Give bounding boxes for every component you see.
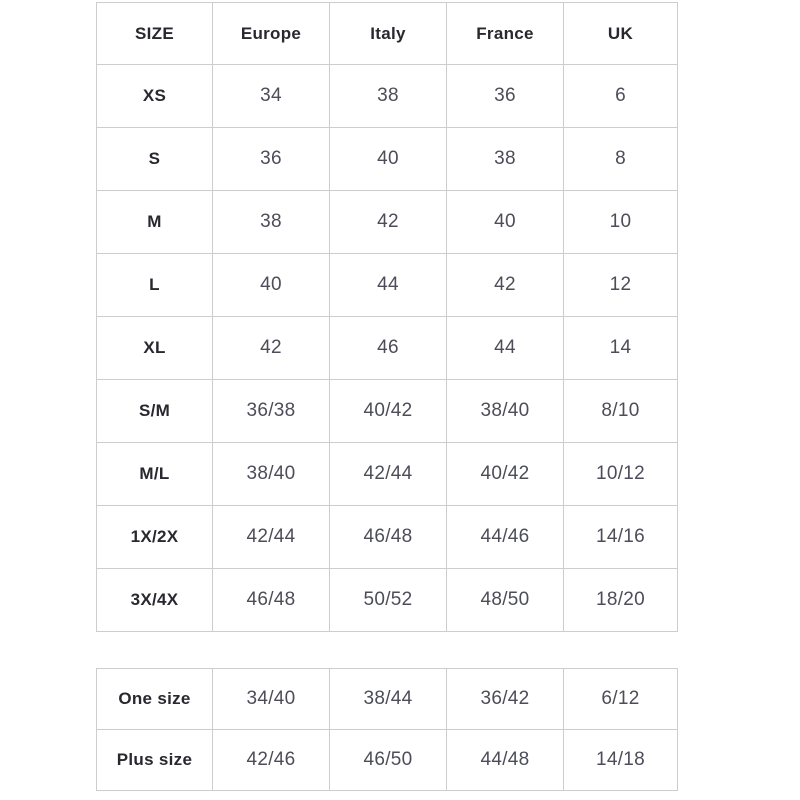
table-row-s [97,128,678,191]
cell-sm-uk: 8/10 [564,380,678,443]
cell-xl-france: 44 [447,317,564,380]
cell-1x2x-europe: 42/44 [213,506,330,569]
table-row-one-size [97,669,678,730]
cell-xl-italy: 46 [330,317,447,380]
cell-ml-france: 40/42 [447,443,564,506]
cell-l-italy: 44 [330,254,447,317]
row-label-ml: M/L [97,443,213,506]
cell-ml-italy: 42/44 [330,443,447,506]
table-row-ml [97,443,678,506]
row-label-plus-size: Plus size [97,730,213,791]
row-label-s: S [97,128,213,191]
special-size-table [96,668,678,791]
column-header-uk: UK [564,3,678,65]
cell-ml-europe: 38/40 [213,443,330,506]
cell-sm-france: 38/40 [447,380,564,443]
cell-xl-uk: 14 [564,317,678,380]
cell-m-uk: 10 [564,191,678,254]
cell-xs-france: 36 [447,65,564,128]
cell-plus-size-uk: 14/18 [564,730,678,791]
cell-one-size-europe: 34/40 [213,669,330,730]
table-row-l [97,254,678,317]
table-header-row [97,3,678,65]
cell-xl-europe: 42 [213,317,330,380]
table-row-1x2x [97,506,678,569]
cell-m-france: 40 [447,191,564,254]
cell-xs-italy: 38 [330,65,447,128]
cell-s-uk: 8 [564,128,678,191]
size-conversion-table [96,2,678,632]
cell-one-size-france: 36/42 [447,669,564,730]
cell-xs-europe: 34 [213,65,330,128]
cell-plus-size-italy: 46/50 [330,730,447,791]
cell-3x4x-italy: 50/52 [330,569,447,632]
row-label-1x2x: 1X/2X [97,506,213,569]
row-label-one-size: One size [97,669,213,730]
cell-sm-europe: 36/38 [213,380,330,443]
cell-one-size-italy: 38/44 [330,669,447,730]
cell-xs-uk: 6 [564,65,678,128]
column-header-italy: Italy [330,3,447,65]
cell-1x2x-france: 44/46 [447,506,564,569]
column-header-size: SIZE [97,3,213,65]
cell-s-italy: 40 [330,128,447,191]
column-header-france: France [447,3,564,65]
cell-ml-uk: 10/12 [564,443,678,506]
cell-1x2x-italy: 46/48 [330,506,447,569]
cell-plus-size-europe: 42/46 [213,730,330,791]
cell-l-europe: 40 [213,254,330,317]
row-label-sm: S/M [97,380,213,443]
row-label-3x4x: 3X/4X [97,569,213,632]
table-row-xl [97,317,678,380]
cell-m-europe: 38 [213,191,330,254]
cell-3x4x-france: 48/50 [447,569,564,632]
cell-plus-size-france: 44/48 [447,730,564,791]
row-label-m: M [97,191,213,254]
cell-3x4x-uk: 18/20 [564,569,678,632]
row-label-xs: XS [97,65,213,128]
cell-m-italy: 42 [330,191,447,254]
table-row-3x4x [97,569,678,632]
cell-s-europe: 36 [213,128,330,191]
row-label-l: L [97,254,213,317]
table-row-m [97,191,678,254]
cell-l-uk: 12 [564,254,678,317]
cell-s-france: 38 [447,128,564,191]
table-row-plus-size [97,730,678,791]
cell-3x4x-europe: 46/48 [213,569,330,632]
column-header-europe: Europe [213,3,330,65]
cell-l-france: 42 [447,254,564,317]
cell-sm-italy: 40/42 [330,380,447,443]
table-row-sm [97,380,678,443]
cell-one-size-uk: 6/12 [564,669,678,730]
cell-1x2x-uk: 14/16 [564,506,678,569]
table-row-xs [97,65,678,128]
row-label-xl: XL [97,317,213,380]
